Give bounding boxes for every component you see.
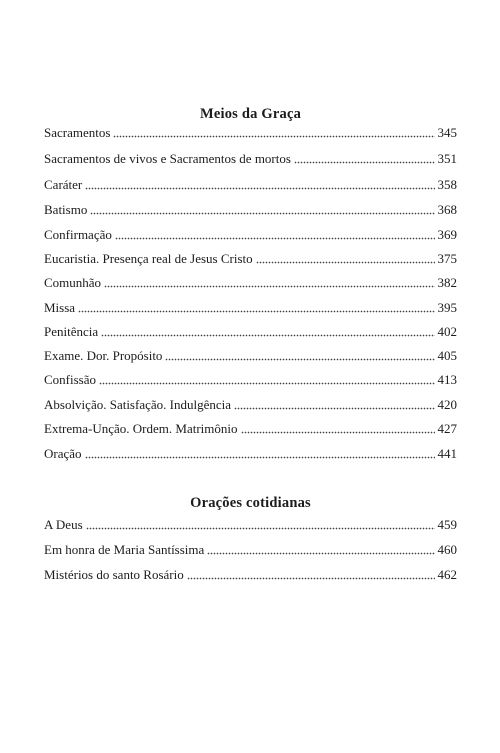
toc-entry[interactable] <box>44 150 457 168</box>
entry-title: Comunhão <box>44 275 102 290</box>
entry-page-number: 459 <box>437 517 457 532</box>
toc-entry[interactable] <box>44 371 457 389</box>
entry-page-number: 441 <box>437 446 457 461</box>
entry-page-number: 395 <box>437 300 457 315</box>
toc-entry[interactable] <box>44 566 457 584</box>
dot-leader <box>115 237 435 240</box>
entry-page-number: 420 <box>437 397 457 412</box>
dot-leader <box>241 431 435 434</box>
entry-title: Confirmação <box>44 227 112 242</box>
entry-page-number: 402 <box>437 324 457 339</box>
dot-leader <box>85 456 435 459</box>
entry-title: Penitência <box>44 324 99 339</box>
dot-leader <box>99 382 435 385</box>
toc-entry[interactable] <box>44 347 457 365</box>
entry-title: Exame. Dor. Propósito <box>44 348 163 363</box>
entry-title: Batismo <box>44 202 88 217</box>
toc-entry[interactable] <box>44 201 457 219</box>
entry-title: A Deus <box>44 517 83 532</box>
entry-title: Em honra de Maria Santíssima <box>44 542 205 557</box>
dot-leader <box>113 135 434 138</box>
toc-entry[interactable] <box>44 541 457 559</box>
dot-leader <box>104 285 434 288</box>
table-of-contents <box>44 0 457 753</box>
toc-entry[interactable] <box>44 250 457 268</box>
dot-leader <box>234 407 435 410</box>
entry-page-number: 369 <box>437 227 457 242</box>
entry-title: Confissão <box>44 372 96 387</box>
toc-entry[interactable] <box>44 124 457 142</box>
toc-entry[interactable] <box>44 396 457 414</box>
entry-title: Oração <box>44 446 82 461</box>
entry-title: Sacramentos <box>44 125 111 140</box>
dot-leader <box>78 310 434 313</box>
entry-page-number: 405 <box>437 348 457 363</box>
entry-page-number: 462 <box>437 567 457 582</box>
entry-page-number: 382 <box>437 275 457 290</box>
toc-entry[interactable] <box>44 420 457 438</box>
dot-leader <box>101 334 434 337</box>
toc-entry[interactable] <box>44 516 457 534</box>
entry-page-number: 413 <box>437 372 457 387</box>
dot-leader <box>165 358 434 361</box>
dot-leader <box>90 212 434 215</box>
dot-leader <box>256 261 435 264</box>
toc-entry[interactable] <box>44 274 457 292</box>
entry-page-number: 351 <box>437 151 457 166</box>
entry-page-number: 375 <box>437 251 457 266</box>
dot-leader <box>294 161 435 164</box>
entry-page-number: 358 <box>437 177 457 192</box>
entry-title: Absolvição. Satisfação. Indulgência <box>44 397 231 412</box>
entry-title: Missa <box>44 300 76 315</box>
entry-title: Eucaristia. Presença real de Jesus Cristo <box>44 251 253 266</box>
toc-entry[interactable] <box>44 323 457 341</box>
dot-leader <box>86 527 435 530</box>
dot-leader <box>85 187 434 190</box>
entry-title: Extrema-Unção. Ordem. Matrimônio <box>44 421 238 436</box>
toc-entry[interactable] <box>44 176 457 194</box>
dot-leader <box>207 552 434 555</box>
entry-title: Mistérios do santo Rosário <box>44 567 184 582</box>
entry-page-number: 460 <box>437 542 457 557</box>
entry-title: Sacramentos de vivos e Sacramentos de mortos <box>44 151 291 166</box>
toc-entry[interactable] <box>44 299 457 317</box>
toc-entry[interactable] <box>44 445 457 463</box>
entry-page-number: 427 <box>437 421 457 436</box>
entry-title: Caráter <box>44 177 83 192</box>
entry-page-number: 345 <box>437 125 457 140</box>
dot-leader <box>187 577 435 580</box>
section-title-oracoes-cotidianas: Orações cotidianas <box>190 495 311 511</box>
toc-entry[interactable] <box>44 226 457 244</box>
entry-page-number: 368 <box>437 202 457 217</box>
section-title-meios-da-graca: Meios da Graça <box>199 106 302 122</box>
